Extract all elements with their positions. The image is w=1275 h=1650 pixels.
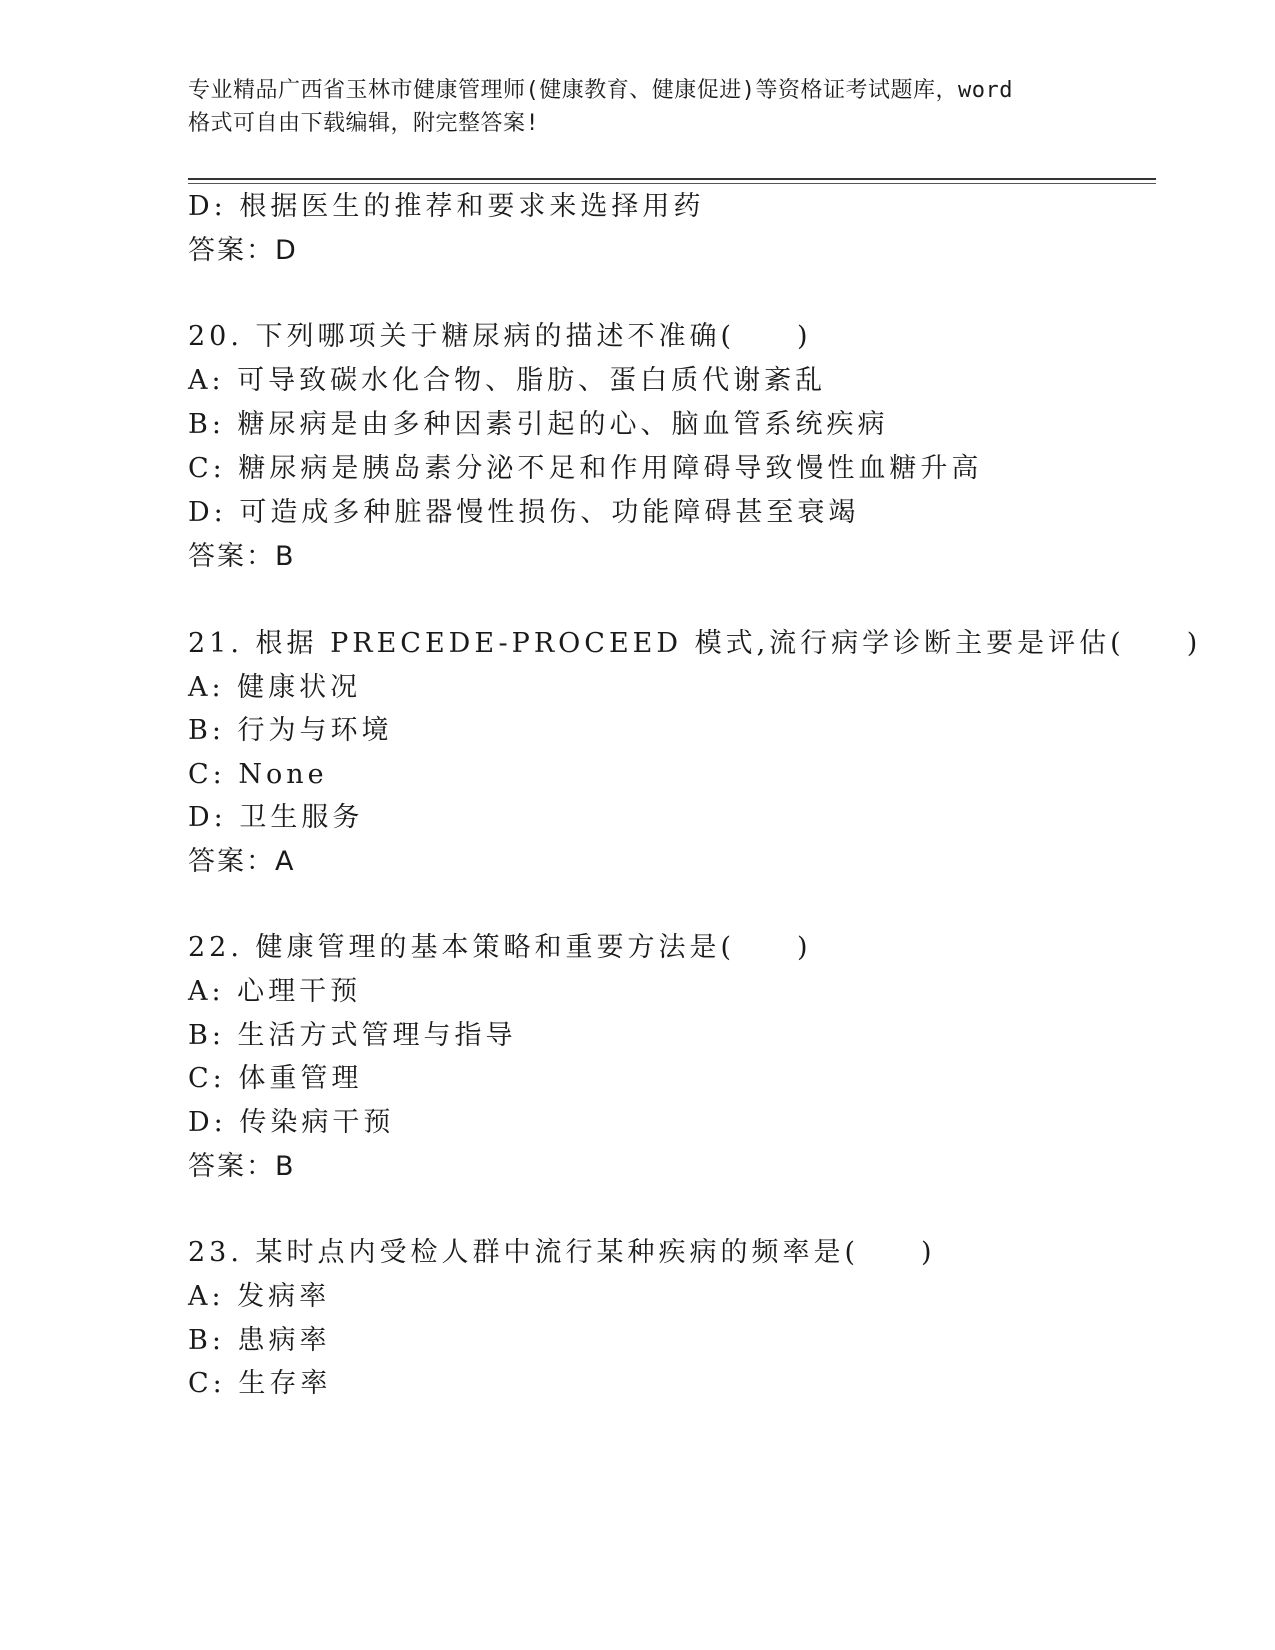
question-21-option-b: B: 行为与环境: [188, 715, 393, 746]
question-22-answer: 答案：B: [188, 1151, 296, 1182]
question-20-option-c: C: 糖尿病是胰岛素分泌不足和作用障碍导致慢性血糖升高: [188, 453, 983, 484]
question-20-option-b: B: 糖尿病是由多种因素引起的心、脑血管系统疾病: [188, 409, 889, 440]
question-23-option-b: B: 患病率: [188, 1325, 331, 1356]
question-22-option-b: B: 生活方式管理与指导: [188, 1020, 517, 1051]
question-22-option-d: D: 传染病干预: [188, 1107, 395, 1138]
question-21-option-c: C: None: [188, 759, 328, 790]
question-22-option-a: A: 心理干预: [188, 976, 362, 1007]
question-21-answer: 答案：A: [188, 846, 296, 877]
question-22-option-c: C: 体重管理: [188, 1063, 363, 1094]
header-line-2: 格式可自由下载编辑，附完整答案!: [188, 111, 540, 136]
question-21-option-d: D: 卫生服务: [188, 802, 364, 833]
question-21-option-a: A: 健康状况: [188, 672, 362, 703]
header-divider-thick: [188, 178, 1156, 180]
prev-answer: 答案：D: [188, 235, 298, 266]
question-22-stem: 22. 健康管理的基本策略和重要方法是( ): [188, 932, 812, 963]
question-20-answer: 答案：B: [188, 541, 296, 572]
header-line-1: 专业精品广西省玉林市健康管理师(健康教育、健康促进)等资格证考试题库，word: [188, 78, 1013, 103]
header-divider-thin: [188, 183, 1156, 184]
question-20-option-d: D: 可造成多种脏器慢性损伤、功能障碍甚至衰竭: [188, 497, 860, 528]
question-20-option-a: A: 可导致碳水化合物、脂肪、蛋白质代谢紊乱: [188, 365, 827, 396]
question-21-stem: 21. 根据 PRECEDE-PROCEED 模式,流行病学诊断主要是评估( ): [188, 628, 1202, 659]
document-header: [188, 74, 1088, 140]
prev-option-d: D: 根据医生的推荐和要求来选择用药: [188, 191, 705, 222]
question-23-option-a: A: 发病率: [188, 1281, 331, 1312]
question-23-option-c: C: 生存率: [188, 1368, 332, 1399]
question-20-stem: 20. 下列哪项关于糖尿病的描述不准确( ): [188, 321, 812, 352]
question-23-stem: 23. 某时点内受检人群中流行某种疾病的频率是( ): [188, 1237, 936, 1268]
